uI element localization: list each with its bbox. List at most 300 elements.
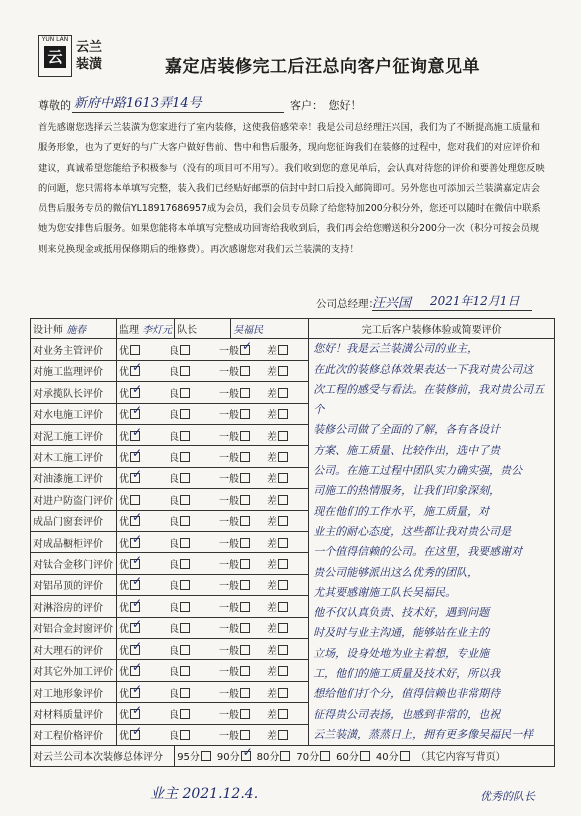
- rating-options: [117, 638, 309, 659]
- score-option[interactable]: [177, 748, 211, 763]
- rating-options: [117, 382, 309, 403]
- rating-options: [117, 553, 309, 574]
- rating-checkbox[interactable]: [278, 623, 288, 633]
- rating-option-label: 优: [119, 581, 129, 593]
- score-checkbox[interactable]: [360, 751, 370, 761]
- rating-checkbox[interactable]: [180, 345, 190, 355]
- score-option-label: 95分: [177, 752, 200, 764]
- rating-checkbox[interactable]: [130, 409, 140, 419]
- rating-checkbox[interactable]: [240, 431, 250, 441]
- rating-option-label: 差: [267, 346, 277, 357]
- rating-option-label: 良: [169, 367, 179, 379]
- remark-line: 方案、施工质量、比较作出，选中了贵: [313, 443, 501, 457]
- rating-option[interactable]: [219, 535, 267, 550]
- remark-line: 云兰装潢，蒸蒸日上，拥有更多像吴福民一样: [313, 727, 534, 741]
- rating-checkbox[interactable]: [240, 709, 250, 719]
- rating-option-label: 差: [267, 453, 277, 465]
- rating-option[interactable]: [119, 492, 169, 507]
- rating-checkbox[interactable]: [278, 538, 288, 548]
- signature-underline: [372, 310, 532, 311]
- row-label: 对大理石的评价: [31, 638, 117, 659]
- rating-option-label: 一般: [219, 453, 239, 465]
- row-label: 对水电施工评价: [31, 403, 117, 424]
- rating-checkbox[interactable]: [180, 709, 190, 719]
- rating-option-label: 优: [119, 709, 129, 721]
- leader-label: 队长: [177, 325, 198, 337]
- rating-option[interactable]: [267, 535, 303, 550]
- rating-option-label: 一般: [219, 474, 239, 486]
- row-label: 对施工监理评价: [31, 360, 117, 381]
- sign-date: 2021年12月1日: [430, 294, 520, 308]
- rating-checkbox[interactable]: [180, 388, 190, 398]
- rating-option-label: 差: [267, 560, 277, 572]
- rating-option[interactable]: [119, 535, 169, 550]
- rating-checkbox[interactable]: [278, 688, 288, 698]
- supervisor-label: 监理: [119, 325, 139, 337]
- letter-body-text: 首先感谢您选择云兰装潢为您家进行了室内装修，这使我倍感荣幸！我是公司总经理汪兴国，我们为了不断提高施工质量和服务形象，也为了更好的与广大客户做好售前、售中和售后服务，现向您征询我们在装修的过程中，您对我们的对应评价和建议，真诚希望您能给予积极参与（没有的项目可不用写）。我们收到您的意见单后，会认真对待您的评价和要善处理您反映的问题，您只需将本单填写完整，装入我们已经贴好邮票的信封中封口后投入邮筒即可。另外您也可添加云兰装潢嘉定店会员售后服务专员的微信YL18917686957成为会员，我们会员专员除了给您特加200分积分外，您还可以随时在微信中联系她为您安排售后服务。如果您能将本单填写完整成功回寄给我收到后，我们再会给您赠送积分200分一次（积分可按会员规则来兑换现金或抵用保修期后的维修费）。再次感谢您对我们云兰装潢的支持！: [38, 122, 545, 255]
- rating-checkbox[interactable]: [278, 730, 288, 740]
- rating-option[interactable]: [267, 449, 303, 464]
- rating-option-label: 良: [169, 346, 179, 357]
- rating-option[interactable]: [219, 470, 267, 485]
- rating-checkbox[interactable]: [278, 666, 288, 676]
- rating-option-label: 一般: [219, 667, 239, 679]
- score-option-label: 80分: [256, 752, 280, 764]
- rating-option[interactable]: [219, 556, 267, 571]
- rating-checkbox[interactable]: [180, 559, 190, 569]
- remark-line: 装修公司做了全面的了解，各有各设计: [313, 423, 501, 437]
- rating-option-label: 良: [169, 431, 179, 443]
- rating-option[interactable]: [219, 577, 267, 592]
- rating-checkbox[interactable]: [278, 645, 288, 655]
- rating-checkbox[interactable]: [130, 516, 140, 526]
- rating-option-label: 优: [119, 624, 129, 636]
- row-label: 对进户防盗门评价: [31, 489, 117, 510]
- rating-option-label: 一般: [219, 602, 239, 614]
- rating-option-label: 差: [267, 624, 277, 636]
- rating-checkbox[interactable]: [130, 709, 140, 719]
- rating-option[interactable]: [267, 642, 303, 657]
- row-label: 对成品橱柜评价: [31, 531, 117, 552]
- rating-checkbox[interactable]: [278, 580, 288, 590]
- rating-checkbox[interactable]: [130, 452, 140, 462]
- rating-checkbox[interactable]: [130, 645, 140, 655]
- rating-options: [117, 489, 309, 510]
- rating-option[interactable]: [169, 556, 219, 571]
- rating-option[interactable]: [119, 385, 169, 400]
- rating-options: [117, 617, 309, 638]
- rating-option[interactable]: [119, 342, 169, 357]
- score-checkbox[interactable]: [320, 751, 330, 761]
- rating-option-label: 差: [267, 688, 277, 700]
- rating-option-label: 一般: [219, 431, 239, 443]
- row-label: 对铝吊顶的评价: [31, 574, 117, 595]
- designer-label: 设计师: [33, 325, 63, 337]
- greeting-row: [38, 92, 543, 114]
- rating-option-label: 差: [267, 367, 277, 379]
- rating-option[interactable]: [169, 513, 219, 528]
- rating-checkbox[interactable]: [180, 431, 190, 441]
- remark-line: 在此次的装修总体效果表达一下我对贵公司这: [313, 362, 534, 376]
- rating-option[interactable]: [267, 577, 303, 592]
- rating-option-label: 差: [267, 474, 277, 486]
- remark-line: 司施工的热情服务，让我们印象深刻，: [313, 484, 501, 498]
- rating-checkbox[interactable]: [130, 730, 140, 740]
- score-checkbox[interactable]: [400, 751, 410, 761]
- rating-checkbox[interactable]: [180, 666, 190, 676]
- rating-option[interactable]: [169, 535, 219, 550]
- rating-option[interactable]: [219, 428, 267, 443]
- score-option-label: 40分: [375, 752, 399, 764]
- rating-option[interactable]: [169, 492, 219, 507]
- rating-options: [117, 510, 309, 531]
- rating-options: [117, 724, 309, 746]
- rating-option-label: 差: [267, 667, 277, 679]
- rating-option[interactable]: [219, 492, 267, 507]
- rating-option[interactable]: [267, 685, 303, 700]
- rating-checkbox[interactable]: [180, 495, 190, 505]
- remark-line: 公司。在施工过程中团队实力确实强，贵公: [313, 464, 523, 478]
- rating-option[interactable]: [267, 406, 303, 421]
- rating-option-label: 一般: [219, 581, 239, 593]
- score-option-label: 60分: [336, 752, 359, 764]
- rating-checkbox[interactable]: [240, 473, 250, 483]
- rating-option-label: 一般: [219, 538, 239, 550]
- rating-option[interactable]: [119, 685, 169, 700]
- row-label: 对工程价格评价: [31, 724, 117, 746]
- rating-option[interactable]: [267, 513, 303, 528]
- score-option-label: 90分: [216, 752, 240, 764]
- rating-options: [117, 531, 309, 552]
- rating-option[interactable]: [119, 556, 169, 571]
- rating-option[interactable]: [119, 449, 169, 464]
- score-option[interactable]: [376, 748, 410, 763]
- rating-option[interactable]: [169, 385, 219, 400]
- rating-option[interactable]: [169, 642, 219, 657]
- score-option[interactable]: [296, 748, 330, 763]
- rating-checkbox[interactable]: [240, 452, 250, 462]
- rating-option[interactable]: [169, 428, 219, 443]
- rating-option-label: 差: [267, 602, 277, 614]
- rating-checkbox[interactable]: [130, 431, 140, 441]
- rating-option-label: 差: [267, 517, 277, 529]
- rating-checkbox[interactable]: [278, 709, 288, 719]
- rating-checkbox[interactable]: [180, 516, 190, 526]
- rating-option[interactable]: [219, 363, 267, 378]
- rating-checkbox[interactable]: [240, 345, 250, 355]
- rating-option-label: 良: [169, 581, 179, 593]
- rating-option[interactable]: [219, 642, 267, 657]
- rating-options: [117, 703, 309, 724]
- rating-checkbox[interactable]: [180, 623, 190, 633]
- rating-option[interactable]: [119, 363, 169, 378]
- rating-checkbox[interactable]: [240, 495, 250, 505]
- rating-checkbox[interactable]: [130, 345, 140, 355]
- rating-option[interactable]: [267, 385, 303, 400]
- rating-option-label: 一般: [219, 731, 239, 743]
- rating-option-label: 差: [267, 431, 277, 443]
- rating-option[interactable]: [169, 620, 219, 635]
- rating-option[interactable]: [169, 449, 219, 464]
- rating-checkbox[interactable]: [240, 516, 250, 526]
- rating-option[interactable]: [267, 706, 303, 721]
- rating-option-label: 一般: [219, 709, 239, 721]
- rating-checkbox[interactable]: [278, 366, 288, 376]
- rating-option[interactable]: [169, 470, 219, 485]
- logo-glyph: 云: [44, 46, 66, 68]
- rating-option-label: 一般: [219, 645, 239, 657]
- rating-option-label: 良: [169, 388, 179, 400]
- rating-option[interactable]: [169, 342, 219, 357]
- rating-checkbox[interactable]: [278, 602, 288, 612]
- rating-option[interactable]: [267, 620, 303, 635]
- rating-options: [117, 574, 309, 595]
- rating-options: [117, 446, 309, 467]
- rating-checkbox[interactable]: [240, 602, 250, 612]
- rating-option[interactable]: [267, 492, 303, 507]
- rating-option[interactable]: [119, 620, 169, 635]
- logo-mark: [38, 35, 72, 77]
- rating-option[interactable]: [219, 620, 267, 635]
- rating-option[interactable]: [119, 642, 169, 657]
- table-header-row: [31, 319, 555, 339]
- rating-option[interactable]: [219, 406, 267, 421]
- rating-option[interactable]: [119, 428, 169, 443]
- rating-option[interactable]: [219, 449, 267, 464]
- customer-address: 新府中路1613弄14号: [74, 96, 202, 111]
- rating-checkbox[interactable]: [130, 538, 140, 548]
- rating-checkbox[interactable]: [130, 388, 140, 398]
- rating-checkbox[interactable]: [240, 559, 250, 569]
- owner-signature: 业主 2021.12.4.: [150, 786, 259, 802]
- rating-option[interactable]: [119, 406, 169, 421]
- remark-line: 想给他们打个分，值得信赖也非常期待: [313, 687, 501, 701]
- row-label: 对淋浴房的评价: [31, 596, 117, 617]
- row-label: 对铝合金封窗评价: [31, 617, 117, 638]
- rating-options: [117, 660, 309, 681]
- rating-checkbox[interactable]: [130, 666, 140, 676]
- rating-option[interactable]: [267, 727, 303, 742]
- overall-remark: 优秀的队长: [480, 790, 535, 803]
- rating-option[interactable]: [267, 470, 303, 485]
- rating-option-label: 优: [119, 688, 129, 700]
- rating-checkbox[interactable]: [278, 516, 288, 526]
- rating-option-label: 差: [267, 581, 277, 593]
- rating-checkbox[interactable]: [240, 388, 250, 398]
- rating-checkbox[interactable]: [130, 623, 140, 633]
- score-checkbox[interactable]: [241, 751, 251, 761]
- rating-option-label: 良: [169, 410, 179, 422]
- rating-checkbox[interactable]: [240, 538, 250, 548]
- rating-option-label: 优: [119, 538, 129, 550]
- rating-checkbox[interactable]: [278, 345, 288, 355]
- rating-option[interactable]: [267, 342, 303, 357]
- greeting-label: 尊敬的: [38, 99, 71, 112]
- rating-option-label: 良: [169, 474, 179, 486]
- remark-line: 时及时与业主沟通，能够站在业主的: [313, 626, 490, 640]
- rating-checkbox[interactable]: [180, 452, 190, 462]
- row-label: 对钛合金移门评价: [31, 553, 117, 574]
- rating-checkbox[interactable]: [278, 452, 288, 462]
- designer-name: 施春: [66, 325, 87, 337]
- rating-option[interactable]: [219, 706, 267, 721]
- remark-line: 现在他们的工作水平，施工质量，对: [313, 504, 490, 518]
- manager-signature: 汪兴国: [372, 296, 412, 311]
- row-label: 对工地形象评价: [31, 681, 117, 702]
- rating-option-label: 良: [169, 602, 179, 614]
- rating-checkbox[interactable]: [278, 388, 288, 398]
- rating-option-label: 优: [119, 517, 129, 529]
- evaluation-table: [30, 318, 555, 767]
- rating-option[interactable]: [169, 577, 219, 592]
- rating-option[interactable]: [119, 577, 169, 592]
- rating-option-label: 差: [267, 645, 277, 657]
- rating-option-label: 优: [119, 645, 129, 657]
- remark-header: 完工后客户装修体验或简要评价: [361, 325, 502, 337]
- rating-checkbox[interactable]: [180, 602, 190, 612]
- rating-option-label: 一般: [219, 517, 239, 529]
- rating-option[interactable]: [169, 663, 219, 678]
- rating-option-label: 一般: [219, 410, 239, 422]
- rating-checkbox[interactable]: [240, 645, 250, 655]
- rating-option-label: 优: [119, 602, 129, 614]
- rating-option-label: 一般: [219, 688, 239, 700]
- rating-option[interactable]: [119, 663, 169, 678]
- rating-option[interactable]: [169, 685, 219, 700]
- rating-option[interactable]: [119, 470, 169, 485]
- greeting-suffix: 客户： 您好！: [290, 99, 362, 112]
- logo-brand-line2: 装潢: [76, 57, 103, 72]
- rating-option[interactable]: [119, 727, 169, 742]
- remark-line: 工，他们的施工质量及技术好，所以我: [313, 667, 501, 681]
- rating-option-label: 良: [169, 709, 179, 721]
- rating-option[interactable]: [267, 599, 303, 614]
- rating-option[interactable]: [219, 663, 267, 678]
- row-label: 对木工施工评价: [31, 446, 117, 467]
- footer: [150, 783, 550, 811]
- rating-checkbox[interactable]: [240, 623, 250, 633]
- rating-option-label: 良: [169, 667, 179, 679]
- rating-option-label: 良: [169, 624, 179, 636]
- rating-checkbox[interactable]: [130, 366, 140, 376]
- rating-checkbox[interactable]: [130, 602, 140, 612]
- customer-underline: [72, 112, 284, 113]
- rating-checkbox[interactable]: [240, 409, 250, 419]
- rating-checkbox[interactable]: [240, 666, 250, 676]
- rating-option[interactable]: [219, 385, 267, 400]
- rating-checkbox[interactable]: [278, 473, 288, 483]
- rating-option-label: 优: [119, 495, 129, 507]
- rating-option[interactable]: [267, 363, 303, 378]
- rating-option-label: 良: [169, 538, 179, 550]
- rating-option-label: 一般: [219, 560, 239, 572]
- rating-checkbox[interactable]: [180, 538, 190, 548]
- score-option[interactable]: [217, 748, 251, 763]
- rating-option[interactable]: [169, 406, 219, 421]
- evaluation-row: [31, 339, 555, 360]
- rating-option[interactable]: [267, 556, 303, 571]
- rating-checkbox[interactable]: [130, 495, 140, 505]
- rating-option-label: 优: [119, 667, 129, 679]
- header-leader-label-cell: [175, 319, 231, 339]
- score-option[interactable]: [257, 748, 291, 763]
- rating-option[interactable]: [169, 363, 219, 378]
- rating-option-label: 优: [119, 431, 129, 443]
- rating-option[interactable]: [219, 513, 267, 528]
- rating-checkbox[interactable]: [240, 730, 250, 740]
- rating-options: [117, 339, 309, 360]
- remark-line: 尤其要感谢施工队长吴福民。: [313, 585, 457, 599]
- rating-checkbox[interactable]: [180, 580, 190, 590]
- rating-checkbox[interactable]: [278, 559, 288, 569]
- row-label: 对泥工施工评价: [31, 424, 117, 445]
- rating-option-label: 良: [169, 517, 179, 529]
- page-title: 嘉定店装修完工后汪总向客户征询意见单: [165, 57, 480, 77]
- rating-checkbox[interactable]: [180, 645, 190, 655]
- rating-checkbox[interactable]: [180, 409, 190, 419]
- header-designer-cell: [31, 319, 117, 339]
- rating-checkbox[interactable]: [130, 559, 140, 569]
- manager-label: 公司总经理：: [316, 298, 379, 310]
- rating-checkbox[interactable]: [278, 431, 288, 441]
- rating-option-label: 良: [169, 560, 179, 572]
- rating-checkbox[interactable]: [180, 730, 190, 740]
- rating-option[interactable]: [267, 663, 303, 678]
- overall-score-row: [31, 746, 555, 766]
- rating-option[interactable]: [169, 706, 219, 721]
- rating-option[interactable]: [219, 599, 267, 614]
- rating-checkbox[interactable]: [180, 473, 190, 483]
- rating-option[interactable]: [169, 727, 219, 742]
- score-checkbox[interactable]: [280, 751, 290, 761]
- rating-checkbox[interactable]: [130, 688, 140, 698]
- rating-option-label: 优: [119, 346, 129, 357]
- rating-option[interactable]: [119, 599, 169, 614]
- remark-line: 立场，设身处地为业主着想，专业施: [313, 646, 490, 660]
- header-supervisor-cell: [117, 319, 175, 339]
- letter-body: [38, 118, 548, 260]
- rating-option-label: 一般: [219, 346, 239, 357]
- overall-score-label: 对云兰公司本次装修总体评分: [31, 746, 175, 766]
- rating-option-label: 优: [119, 560, 129, 572]
- rating-option-label: 差: [267, 709, 277, 721]
- rating-option-label: 一般: [219, 624, 239, 636]
- rating-checkbox[interactable]: [240, 580, 250, 590]
- rating-options: [117, 424, 309, 445]
- remark-line: 次工程的感受与看法。在装修前，我对贵公司五个: [313, 382, 545, 417]
- rating-option[interactable]: [267, 428, 303, 443]
- rating-checkbox[interactable]: [180, 366, 190, 376]
- rating-checkbox[interactable]: [130, 580, 140, 590]
- score-checkbox[interactable]: [201, 751, 211, 761]
- rating-checkbox[interactable]: [278, 495, 288, 505]
- rating-checkbox[interactable]: [240, 688, 250, 698]
- rating-option[interactable]: [219, 727, 267, 742]
- rating-option[interactable]: [169, 599, 219, 614]
- rating-option[interactable]: [119, 513, 169, 528]
- rating-option[interactable]: [219, 685, 267, 700]
- rating-option-label: 一般: [219, 388, 239, 400]
- score-option[interactable]: [336, 748, 370, 763]
- rating-checkbox[interactable]: [130, 473, 140, 483]
- rating-option-label: 良: [169, 688, 179, 700]
- rating-checkbox[interactable]: [240, 366, 250, 376]
- rating-checkbox[interactable]: [278, 409, 288, 419]
- rating-option[interactable]: [119, 706, 169, 721]
- rating-checkbox[interactable]: [180, 688, 190, 698]
- logo-top-text: YUN LAN: [41, 36, 69, 43]
- rating-option[interactable]: [219, 342, 267, 357]
